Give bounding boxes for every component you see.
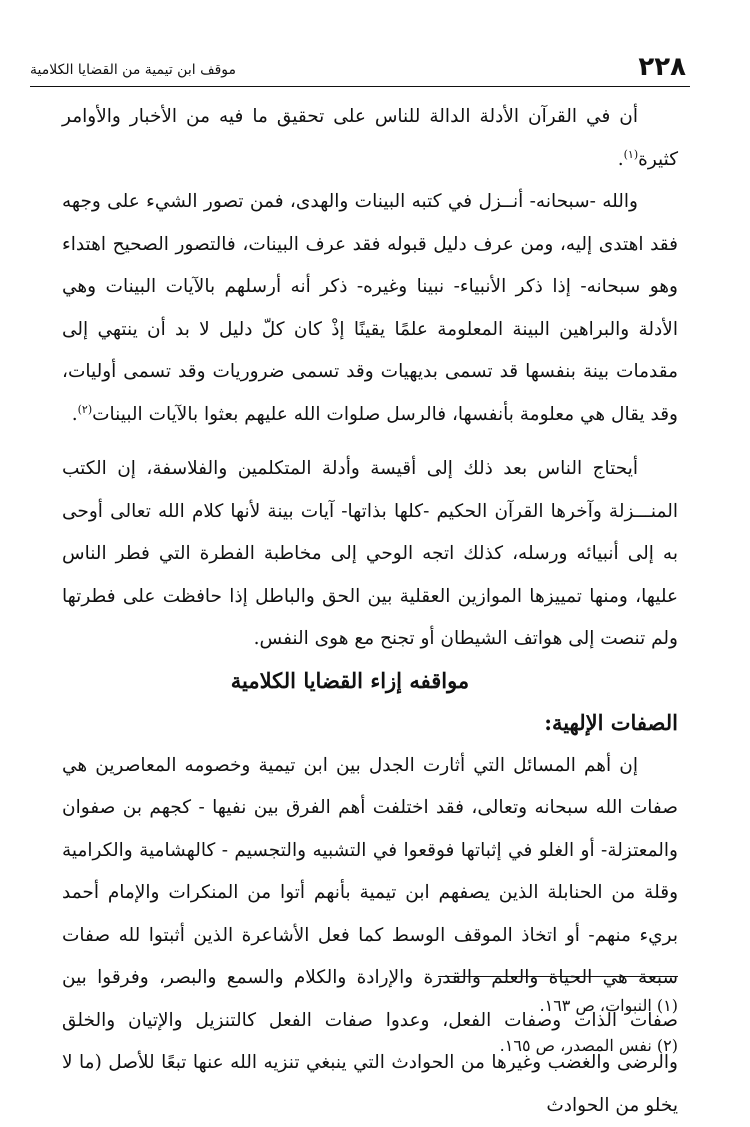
body-text <box>62 96 678 1127</box>
footnote-ref-1: (١) <box>624 147 639 160</box>
subheading: الصفات الإلهية: <box>62 701 678 745</box>
paragraph-3: أيحتاج الناس بعد ذلك إلى أقيسة وأدلة المتكلمين والفلاسفة، إن الكتب المنـــزلة وآخرها القرآن الحكيم -كلها بذاتها- آيات بينة لأنها كلام الله تعالى أوحى به إلى أنبيائه ورسله، كذلك اتجه الوحي إلى مخاطبة الفطرة التي فطر الناس عليها، ومنها تمييزها الموازين العقلية بين الحق والباطل إذا حافظت على فطرتها ولم تنصت إلى هواتف الشيطان أو تجنح مع هوى النفس. <box>62 448 678 661</box>
footnotes <box>62 986 678 1066</box>
page-header <box>30 50 690 87</box>
footnote-1: (١) النبوات، ص ١٦٣. <box>62 986 678 1026</box>
footnote-2: (٢) نفس المصدر، ص ١٦٥. <box>62 1026 678 1066</box>
paragraph-1-text: أن في القرآن الأدلة الدالة للناس على تحقيق ما فيه من الأخبار والأوامر كثيرة <box>62 106 678 170</box>
paragraph-4: إن أهم المسائل التي أثارت الجدل بين ابن تيمية وخصومه المعاصرين هي صفات الله سبحانه وتعالى، فقد اختلفت أهم الفرق بين نفيها - كجهم بن صفوان والمعتزلة- أو الغلو في إثباتها فوقعوا في التشبيه والتجسيم - كالهشامية والكرامية وقلة من الحنابلة الذين يصفهم ابن تيمية بأنهم أتوا من المنكرات والإمام أحمد بريء منهم- أو اتخاذ الموقف الوسط كما فعل الأشاعرة الذين أثبتوا لله صفات سبعة هي الحياة والعلم والقدرة والإرادة والكلام والسمع والبصر، وفرقوا بين صفات الذات وصفات الفعل، وعدوا صفات الفعل كالتنزيل والإتيان والخلق والرضى والغضب وغيرها من الحوادث التي ينبغي تنزيه الله عنها تبعًا للأصل (ما لا يخلو من الحوادث <box>62 745 678 1127</box>
page-number: ٢٢٨ <box>638 52 686 82</box>
footnote-ref-2: (٢) <box>78 402 93 415</box>
paragraph-1 <box>62 96 678 181</box>
footnote-divider <box>438 976 678 977</box>
paragraph-2-end: . <box>72 404 78 425</box>
paragraph-1-end: . <box>618 149 624 170</box>
section-title: مواقفه إزاء القضايا الكلامية <box>62 661 678 701</box>
paragraph-gap <box>62 436 678 448</box>
paragraph-2 <box>62 181 678 436</box>
paragraph-2-text: والله -سبحانه- أنــزل في كتبه البينات والهدى، فمن تصور الشيء على وجهه فقد اهتدى إليه، ومن عرف دليل قبوله فقد عرف البينات، فالتصور الصحيح اهتداء وهو سبحانه- إذا ذكر الأنبياء- نبينا وغيره- ذكر أنه أرسلهم بالآيات البينات وهي الأدلة والبراهين البينة المعلومة علمًا يقينًا إذْ كان كلّ دليل لا بد أن ينتهي إلى مقدمات بينة بنفسها قد تسمى بديهيات وقد تسمى ضروريات وقد تسمى أوليات، وقد يقال هي معلومة بأنفسها، فالرسل صلوات الله عليهم بعثوا بالآيات البينات <box>62 191 678 425</box>
running-title: موقف ابن تيمية من القضايا الكلامية <box>30 62 236 78</box>
